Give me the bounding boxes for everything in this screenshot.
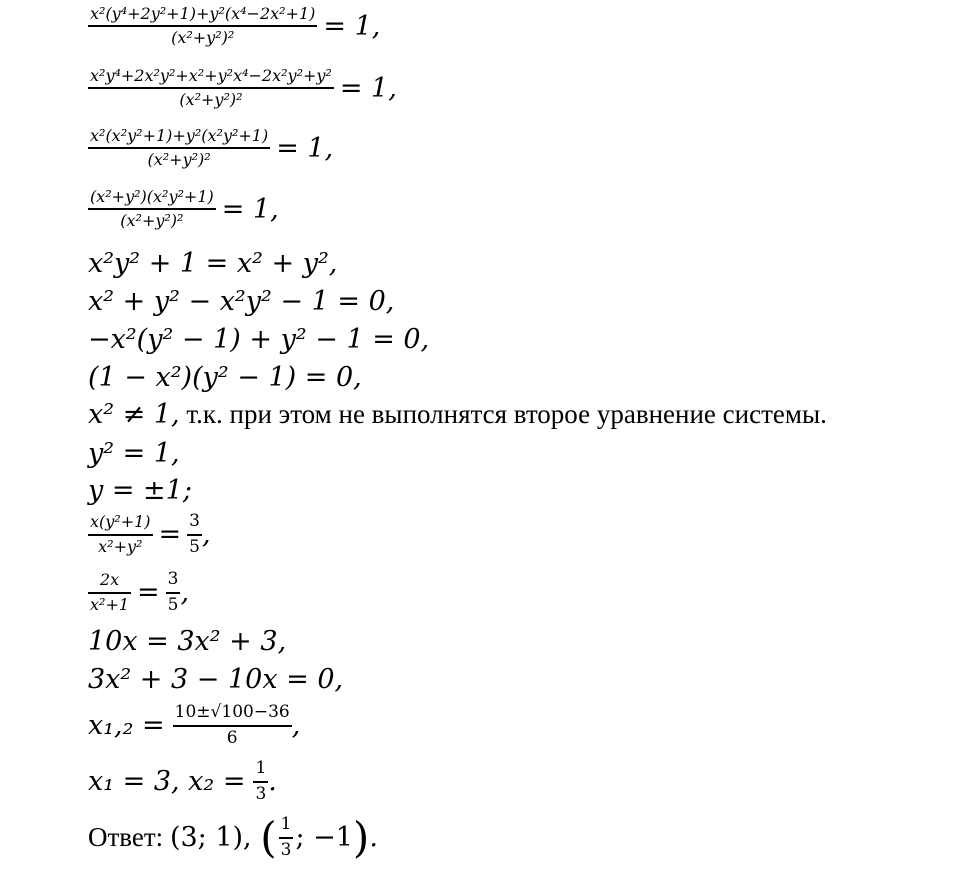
equation: (1 − x²)(y² − 1) = 0, bbox=[88, 362, 362, 393]
equation: x² ≠ 1, bbox=[88, 399, 180, 430]
denominator: (x²+y²)² bbox=[147, 150, 211, 170]
denominator: (x²+y²)² bbox=[120, 211, 184, 231]
rhs: = 1, bbox=[323, 10, 381, 42]
equals-sign: = bbox=[158, 519, 182, 551]
denominator: (x²+y²)² bbox=[171, 28, 235, 48]
step-7 bbox=[88, 326, 429, 353]
explanation-text: т.к. при этом не выполнятся второе уравнение системы. bbox=[179, 399, 827, 429]
numerator: 3 bbox=[167, 569, 179, 589]
numerator: 10±√100−36 bbox=[174, 702, 290, 722]
step-13 bbox=[88, 570, 189, 615]
fraction bbox=[173, 703, 292, 748]
fraction bbox=[88, 127, 270, 170]
punctuation: , bbox=[291, 710, 301, 742]
answer-pair-2-rest: ; −1 bbox=[295, 822, 353, 854]
equation: 10x = 3x² + 3, bbox=[88, 626, 287, 657]
numerator: x²(y⁴+2y²+1)+y²(x⁴−2x²+1) bbox=[90, 4, 316, 23]
denominator: 5 bbox=[189, 536, 200, 557]
fraction bbox=[88, 571, 131, 614]
punctuation: . bbox=[369, 822, 378, 854]
equation: x² + y² − x²y² − 1 = 0, bbox=[88, 286, 395, 317]
step-1 bbox=[88, 5, 380, 48]
equals-sign: = bbox=[137, 577, 160, 609]
denominator: x²+y² bbox=[98, 536, 143, 556]
rhs: = 1, bbox=[276, 132, 334, 164]
equation: 3x² + 3 − 10x = 0, bbox=[88, 664, 344, 695]
numerator: 3 bbox=[189, 511, 200, 531]
step-6 bbox=[88, 288, 394, 315]
step-17 bbox=[88, 759, 277, 804]
punctuation: , bbox=[180, 577, 190, 609]
step-10 bbox=[88, 440, 180, 467]
rhs: = 1, bbox=[339, 72, 397, 104]
numerator: 1 bbox=[280, 814, 292, 834]
fraction bbox=[88, 188, 216, 231]
denominator: x²+1 bbox=[90, 594, 130, 614]
step-16 bbox=[88, 703, 300, 748]
denominator: 3 bbox=[255, 783, 267, 804]
numerator: x²(x²y²+1)+y²(x²y²+1) bbox=[90, 126, 269, 145]
equation: −x²(y² − 1) + y² − 1 = 0, bbox=[88, 324, 430, 355]
denominator: (x²+y²)² bbox=[179, 90, 243, 110]
numerator: (x²+y²)(x²y²+1) bbox=[90, 187, 214, 206]
equation: y² = 1, bbox=[88, 438, 180, 469]
fraction bbox=[187, 512, 202, 557]
lhs: x₁,₂ = bbox=[88, 710, 165, 742]
fraction bbox=[253, 759, 268, 804]
equation: y = ±1; bbox=[88, 475, 192, 506]
step-14 bbox=[88, 628, 286, 655]
lhs: x₁ = 3, x₂ = bbox=[88, 766, 246, 798]
punctuation: , bbox=[202, 519, 211, 551]
step-8 bbox=[88, 364, 362, 391]
numerator: x²y⁴+2x²y²+x²+y²x⁴−2x²y²+y² bbox=[90, 66, 332, 85]
denominator: 3 bbox=[280, 839, 292, 860]
step-2 bbox=[88, 67, 397, 110]
denominator: 6 bbox=[226, 727, 238, 748]
step-9 bbox=[88, 401, 827, 428]
step-12 bbox=[88, 512, 211, 557]
rhs: = 1, bbox=[221, 193, 279, 225]
step-3 bbox=[88, 127, 333, 170]
fraction bbox=[166, 570, 181, 615]
step-15 bbox=[88, 666, 343, 693]
answer-label: Ответ: bbox=[88, 822, 170, 853]
fraction bbox=[88, 5, 317, 48]
left-paren: ( bbox=[260, 812, 277, 862]
step-11 bbox=[88, 477, 192, 504]
answer-line bbox=[88, 812, 378, 862]
step-5 bbox=[88, 250, 337, 277]
denominator: 5 bbox=[167, 594, 179, 615]
equation: x²y² + 1 = x² + y², bbox=[88, 248, 338, 279]
punctuation: . bbox=[268, 766, 277, 798]
numerator: x(y²+1) bbox=[90, 512, 151, 532]
step-4 bbox=[88, 188, 279, 231]
fraction bbox=[88, 67, 334, 110]
fraction bbox=[279, 815, 294, 860]
answer-pair-1: (3; 1), bbox=[169, 822, 261, 854]
numerator: 2x bbox=[99, 570, 120, 590]
right-paren: ) bbox=[352, 812, 370, 862]
fraction bbox=[88, 513, 153, 556]
numerator: 1 bbox=[255, 758, 267, 778]
